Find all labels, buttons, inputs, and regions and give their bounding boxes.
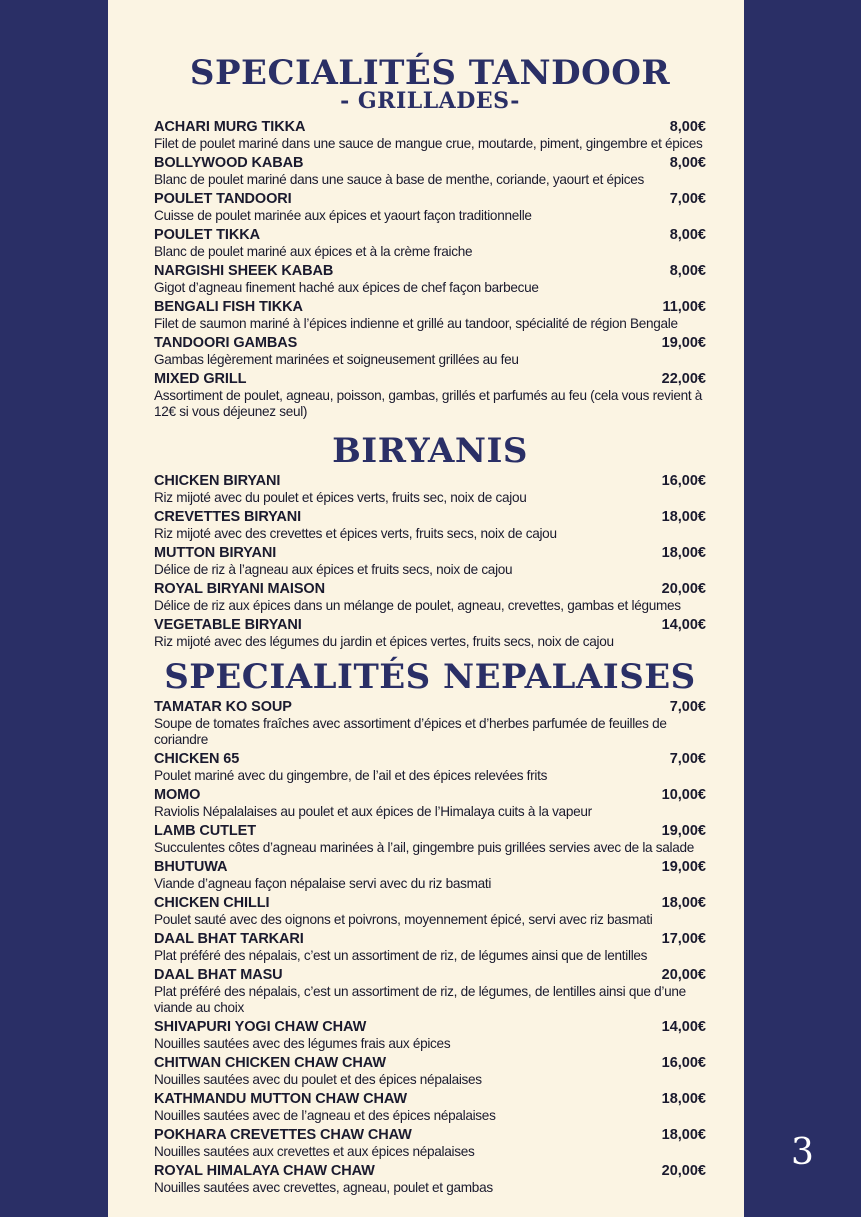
menu-item-header [154,118,706,136]
menu-item [154,1054,706,1088]
dish-name: MUTTON BIRYANI [154,545,277,561]
dish-name: KATHMANDU MUTTON CHAW CHAW [154,1091,407,1107]
dish-name: CHICKEN CHILLI [154,895,270,911]
menu-item-header [154,894,706,912]
dish-price: 18,00€ [661,545,706,561]
menu-item [154,1090,706,1124]
menu-item-header [154,334,706,352]
dish-description: Blanc de poulet mariné aux épices et à la crème fraiche [154,244,473,259]
dish-description: Viande d’agneau façon népalaise servi avec du riz basmati [154,876,492,891]
dish-price: 8,00€ [669,119,706,135]
dish-description: Succulentes côtes d’agneau marinées à l’ail, gingembre puis grillées servies avec de la salade [154,840,695,855]
dish-description: Nouilles sautées avec crevettes, agneau, poulet et gambas [154,1180,493,1195]
menu-item [154,190,706,224]
dish-name: CREVETTES BIRYANI [154,509,302,525]
menu-item [154,580,706,614]
menu-item-header [154,508,706,526]
dish-name: MIXED GRILL [154,371,247,387]
dish-name: ROYAL HIMALAYA CHAW CHAW [154,1163,375,1179]
menu-item-header [154,1054,706,1072]
menu-item [154,226,706,260]
dish-name: CHICKEN 65 [154,751,240,767]
dish-price: 7,00€ [669,751,706,767]
dish-description: Délice de riz aux épices dans un mélange de poulet, agneau, crevettes, gambas et légumes [154,598,681,613]
dish-name: DAAL BHAT TARKARI [154,931,304,947]
dish-price: 19,00€ [661,823,706,839]
menu-item [154,698,706,748]
nepalaise-items [154,698,706,1196]
dish-description: Nouilles sautées aux crevettes et aux épices népalaises [154,1144,475,1159]
menu-item [154,508,706,542]
tandoor-items [154,118,706,420]
menu-item [154,616,706,650]
dish-name: POULET TIKKA [154,227,260,243]
menu-item-header [154,262,706,280]
dish-name: BOLLYWOOD KABAB [154,155,304,171]
dish-price: 8,00€ [669,155,706,171]
dish-name: POKHARA CREVETTES CHAW CHAW [154,1127,412,1143]
menu-item [154,1018,706,1052]
dish-price: 8,00€ [669,263,706,279]
menu-item-header [154,298,706,316]
menu-item [154,786,706,820]
menu-item [154,544,706,578]
dish-price: 16,00€ [661,1055,706,1071]
menu-item-header [154,370,706,388]
menu-item [154,334,706,368]
dish-price: 14,00€ [661,1019,706,1035]
menu-item-header [154,1090,706,1108]
dish-name: DAAL BHAT MASU [154,967,283,983]
dish-name: VEGETABLE BIRYANI [154,617,302,633]
menu-item-header [154,616,706,634]
dish-description: Délice de riz à l’agneau aux épices et fruits secs, noix de cajou [154,562,513,577]
dish-description: Poulet sauté avec des oignons et poivrons, moyennement épicé, servi avec riz basmati [154,912,653,927]
dish-description: Gambas légèrement marinées et soigneusement grillées au feu [154,352,519,367]
menu-item-header [154,858,706,876]
section-title-nepalaises: SPECIALITÉS NEPALAISES [164,657,696,697]
menu-item-header [154,822,706,840]
menu-item [154,894,706,928]
dish-description: Plat préféré des népalais, c’est un assortiment de riz, de légumes, de lentilles ainsi que d’une viande au choix [154,984,686,1015]
dish-name: CHITWAN CHICKEN CHAW CHAW [154,1055,386,1071]
menu-item-header [154,226,706,244]
dish-price: 20,00€ [661,581,706,597]
dish-description: Soupe de tomates fraîches avec assortiment d’épices et d’herbes parfumée de feuilles de coriandre [154,716,667,747]
menu-item [154,370,706,420]
menu-content [154,53,706,1198]
dish-name: BHUTUWA [154,859,228,875]
menu-item-header [154,930,706,948]
menu-item [154,118,706,152]
section-subtitle-grillades: - GRILLADES- [340,88,520,114]
menu-item-header [154,1162,706,1180]
dish-name: MOMO [154,787,201,803]
page-number: 3 [791,1132,814,1173]
menu-page [108,0,744,1217]
dish-description: Nouilles sautées avec de l’agneau et des épices népalaises [154,1108,496,1123]
dish-price: 19,00€ [661,859,706,875]
dish-price: 18,00€ [661,895,706,911]
menu-item-header [154,750,706,768]
menu-item [154,822,706,856]
menu-item-header [154,786,706,804]
menu-item-header [154,1018,706,1036]
menu-item [154,1162,706,1196]
dish-description: Filet de poulet mariné dans une sauce de mangue crue, moutarde, piment, gingembre et épices [154,136,703,151]
dish-description: Riz mijoté avec du poulet et épices verts, fruits sec, noix de cajou [154,490,527,505]
menu-item [154,298,706,332]
menu-item-header [154,472,706,490]
dish-price: 19,00€ [661,335,706,351]
section-title-biryanis: BIRYANIS [332,431,528,471]
dish-name: ACHARI MURG TIKKA [154,119,306,135]
dish-name: TANDOORI GAMBAS [154,335,298,351]
dish-description: Riz mijoté avec des crevettes et épices verts, fruits secs, noix de cajou [154,526,557,541]
menu-item-header [154,190,706,208]
menu-item [154,750,706,784]
menu-item-header [154,580,706,598]
dish-price: 7,00€ [669,191,706,207]
dish-price: 18,00€ [661,1127,706,1143]
dish-description: Poulet mariné avec du gingembre, de l’ail et des épices relevées frits [154,768,548,783]
dish-description: Gigot d’agneau finement haché aux épices de chef façon barbecue [154,280,539,295]
dish-price: 20,00€ [661,967,706,983]
dish-price: 11,00€ [662,299,706,315]
dish-description: Plat préféré des népalais, c’est un assortiment de riz, de légumes ainsi que de lentilles [154,948,648,963]
menu-item [154,858,706,892]
dish-name: BENGALI FISH TIKKA [154,299,303,315]
dish-name: ROYAL BIRYANI MAISON [154,581,325,597]
menu-item-header [154,544,706,562]
menu-item [154,262,706,296]
dish-description: Assortiment de poulet, agneau, poisson, gambas, grillés et parfumés au feu (cela vous revient à 12€ si vous déjeunez seul) [154,388,703,419]
dish-description: Riz mijoté avec des légumes du jardin et épices vertes, fruits secs, noix de cajou [154,634,614,649]
dish-name: LAMB CUTLET [154,823,256,839]
dish-name: CHICKEN BIRYANI [154,473,281,489]
dish-price: 16,00€ [661,473,706,489]
dish-price: 7,00€ [669,699,706,715]
dish-price: 14,00€ [661,617,706,633]
section-title-tandoor: SPECIALITÉS TANDOOR [189,53,671,93]
menu-item-header [154,1126,706,1144]
dish-description: Nouilles sautées avec des légumes frais aux épices [154,1036,451,1051]
menu-item-header [154,966,706,984]
dish-price: 22,00€ [661,371,706,387]
menu-item [154,472,706,506]
menu-item [154,154,706,188]
dish-price: 17,00€ [661,931,706,947]
dish-price: 18,00€ [661,1091,706,1107]
dish-name: SHIVAPURI YOGI CHAW CHAW [154,1019,367,1035]
dish-description: Filet de saumon mariné à l’épices indienne et grillé au tandoor, spécialité de région Bengale [154,316,678,331]
menu-item-header [154,698,706,716]
menu-item [154,966,706,1016]
dish-description: Nouilles sautées avec du poulet et des épices népalaises [154,1072,482,1087]
dish-description: Raviolis Népalalaises au poulet et aux épices de l’Himalaya cuits à la vapeur [154,804,592,819]
dish-name: TAMATAR KO SOUP [154,699,292,715]
menu-item [154,930,706,964]
dish-price: 20,00€ [661,1163,706,1179]
dish-description: Blanc de poulet mariné dans une sauce à base de menthe, coriande, yaourt et épices [154,172,645,187]
dish-name: NARGISHI SHEEK KABAB [154,263,334,279]
biryani-items [154,472,706,650]
dish-name: POULET TANDOORI [154,191,292,207]
menu-item-header [154,154,706,172]
menu-item [154,1126,706,1160]
dish-price: 10,00€ [661,787,706,803]
dish-price: 18,00€ [661,509,706,525]
dish-description: Cuisse de poulet marinée aux épices et yaourt façon traditionnelle [154,208,532,223]
dish-price: 8,00€ [669,227,706,243]
